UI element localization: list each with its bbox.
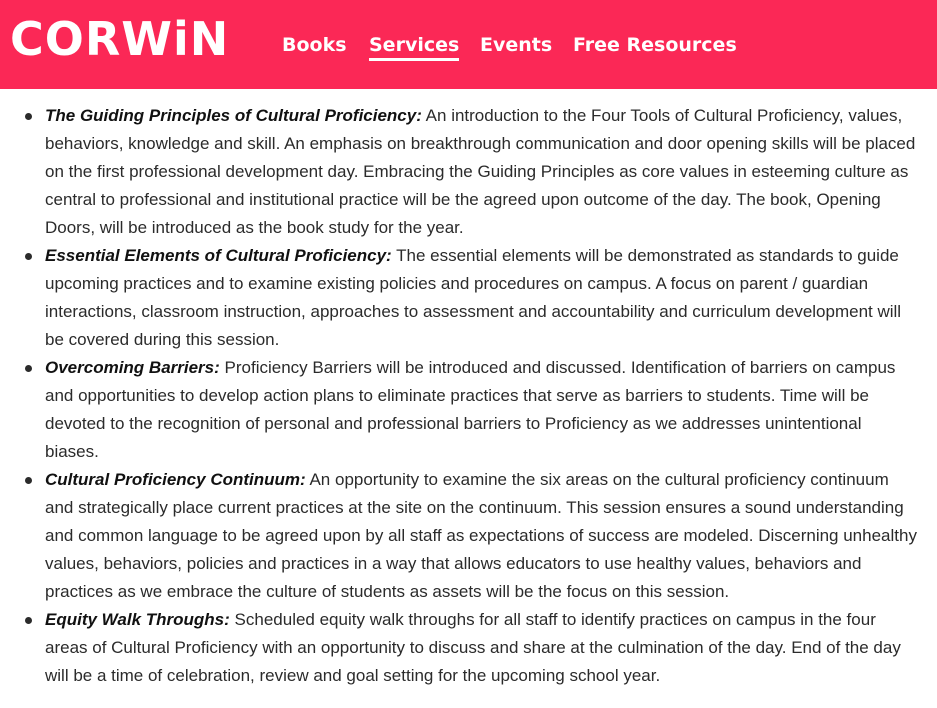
item-description: An opportunity to examine the six areas on the cultural proficiency continuum and strategically place current practices at the site on the continuum. This session ensures a sound understanding and common language to be agreed upon by all staff as expectations of success are modeled. Discerning unhealthy values, behaviors, policies and practices in a way that allows educators to use healthy values, behaviors and practices as we embrace the culture of students as assets will be the focus on this session. [45,470,917,601]
bullet-icon [25,113,32,120]
item-term: Essential Elements of Cultural Proficiency: [45,246,392,265]
list-item [0,606,920,690]
nav-services[interactable]: Services [369,33,459,61]
item-term: Equity Walk Throughs: [45,610,230,629]
bullet-icon [25,617,32,624]
logo-text: CORWiN [10,12,230,66]
list-item [0,102,920,242]
bullet-icon [25,365,32,372]
item-term: The Guiding Principles of Cultural Proficiency: [45,106,422,125]
item-term: Cultural Proficiency Continuum: [45,470,306,489]
nav-books[interactable]: Books [282,34,347,56]
item-description: An introduction to the Four Tools of Cultural Proficiency, values, behaviors, knowledge and skill. An emphasis on breakthrough communication and door opening skills will be placed on the first professional development day. Embracing the Guiding Principles as core values in esteeming culture as central to professional and institutional practice will be the agreed upon outcome of the day. The book, Opening Doors, will be introduced as the book study for the year. [45,106,916,237]
item-description: The essential elements will be demonstrated as standards to guide upcoming practices and to examine existing policies and procedures on campus. A focus on parent / guardian interactions, classroom instruction, approaches to assessment and accountability and curriculum development will be covered during this session. [45,246,902,349]
list-item [0,242,920,354]
bullet-icon [25,253,32,260]
item-description: Scheduled equity walk throughs for all staff to identify practices on campus in the four areas of Cultural Proficiency with an opportunity to discuss and share at the culmination of the day. End of the day will be a time of celebration, review and goal setting for the upcoming school year. [45,610,901,685]
nav-events[interactable]: Events [480,34,553,56]
main-content [0,89,937,708]
bullet-icon [25,477,32,484]
item-description: Proficiency Barriers will be introduced and discussed. Identification of barriers on campus and opportunities to develop action plans to eliminate practices that serve as barriers to students. Time will be devoted to the recognition of personal and professional barriers to Proficiency as we addresses unintentional biases. [45,358,896,461]
corwin-logo[interactable] [10,9,229,69]
services-list [0,102,937,690]
item-term: Overcoming Barriers: [45,358,220,377]
list-item [0,354,920,466]
site-header [0,0,937,89]
nav-free-resources[interactable]: Free Resources [573,34,737,56]
list-item [0,466,920,606]
